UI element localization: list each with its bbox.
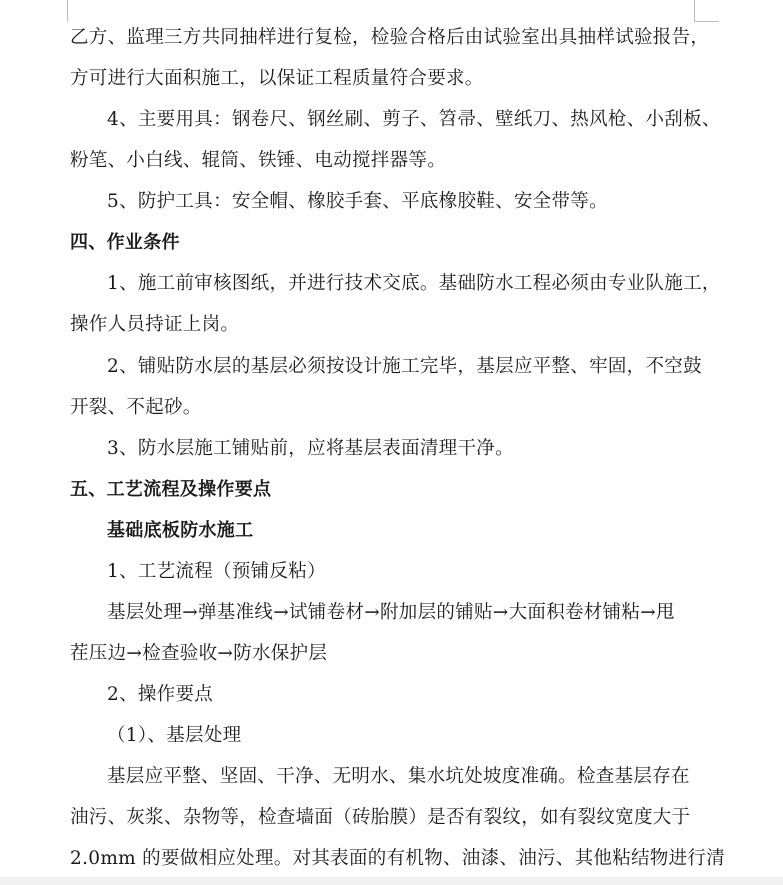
section-heading: 五、工艺流程及操作要点 [70,479,272,500]
paragraph-line: 方可进行大面积施工，以保证工程质量符合要求。 [70,68,484,89]
paragraph-line: 茬压边→检查验收→防水保护层 [70,643,328,664]
window-bottom-edge [0,877,783,885]
paragraph-line: 5、防护工具：安全帽、橡胶手套、平底橡胶鞋、安全带等。 [107,191,608,212]
paragraph-line: 操作人员持证上岗。 [70,314,240,335]
paragraph-line: 基层应平整、坚固、干净、无明水、集水坑处坡度准确。检查基层存在 [107,766,690,787]
paragraph-line: 2、铺贴防水层的基层必须按设计施工完毕，基层应平整、牢固，不空鼓 [107,356,702,377]
paragraph-line: 基层处理→弹基准线→试铺卷材→附加层的铺贴→大面积卷材铺粘→甩 [107,602,675,623]
paragraph-line: 1、工艺流程（预铺反粘） [107,561,326,582]
paragraph-line: 3、防水层施工铺贴前，应将基层表面清理干净。 [107,438,514,459]
paragraph-line: 粉笔、小白线、辊筒、铁锤、电动搅拌器等。 [70,150,447,171]
crop-mark-right-horizontal [694,21,719,22]
paragraph-line: （1）、基层处理 [107,725,242,746]
paragraph-line: 2.0mm 的要做相应处理。对其表面的有机物、油漆、油污、其他粘结物进行清 [70,848,725,869]
paragraph-line: 油污、灰浆、杂物等，检查墙面（砖胎膜）是否有裂纹，如有裂纹宽度大于 [70,807,691,828]
paragraph-line: 2、操作要点 [107,684,214,705]
paragraph-line: 4、主要用具：钢卷尺、钢丝刷、剪子、笤帚、壁纸刀、热风枪、小刮板、 [107,109,721,130]
paragraph-line: 乙方、监理三方共同抽样进行复检，检验合格后由试验室出具抽样试验报告， [70,27,710,48]
crop-mark-left-vertical [67,0,68,22]
paragraph-line: 1、施工前审核图纸，并进行技术交底。基础防水工程必须由专业队施工， [107,273,721,294]
section-heading: 四、作业条件 [70,232,180,253]
crop-mark-right-vertical [694,0,695,22]
sub-heading: 基础底板防水施工 [107,520,254,541]
paragraph-line: 开裂、不起砂。 [70,397,202,418]
